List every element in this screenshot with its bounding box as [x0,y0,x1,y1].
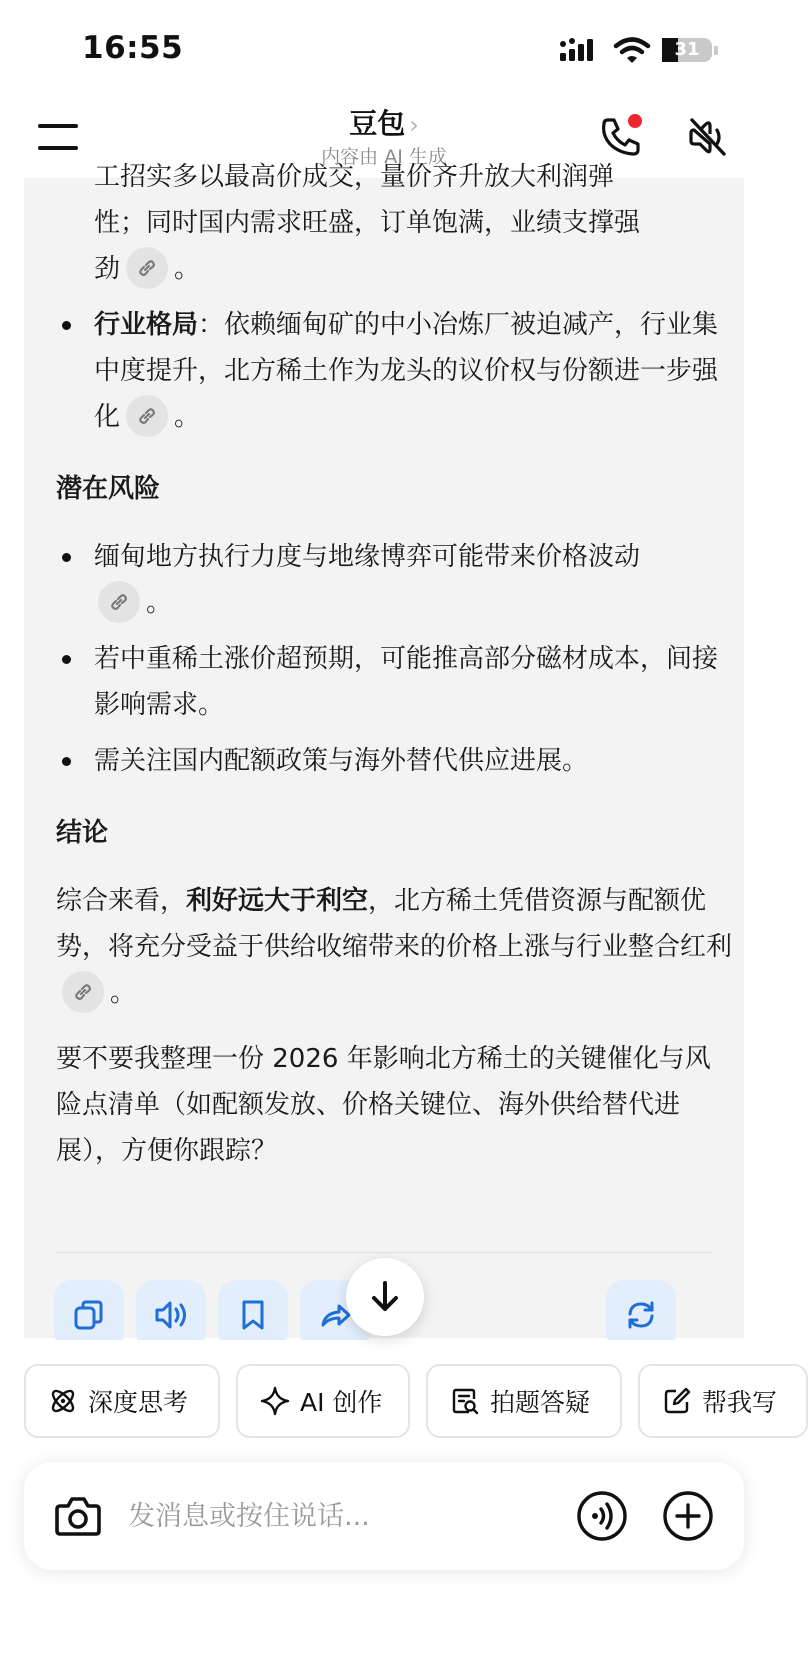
section-heading-risk: 潜在风险 [56,474,161,504]
divider [56,1252,712,1253]
edit-icon [662,1386,692,1416]
voice-input-icon[interactable] [576,1490,628,1542]
arrow-down-icon [369,1280,401,1314]
notification-dot [628,114,642,128]
followup-question: 要不要我整理一份 2026 年影响北方稀土的关键催化与风险点清单（如配额发放、价格关键位、海外供给替代进展），方便你跟踪？ [56,1044,711,1166]
wifi-icon [614,36,650,64]
chip-help-write[interactable] [638,1364,808,1438]
chip-deep-think[interactable] [24,1364,220,1438]
message-input-bar [24,1462,744,1570]
speaker-icon [153,1297,189,1333]
list-item [56,636,736,728]
scroll-to-bottom-button[interactable] [346,1258,424,1336]
risk-item-text: 若中重稀土涨价超预期，可能推高部分磁材成本，间接影响需求。 [94,644,719,720]
source-link-icon[interactable] [62,971,104,1013]
analysis-list [56,154,736,440]
list-item: 缅甸地方执行力度与地缘博弈可能带来价格波动 。 [56,534,736,626]
skill-chips-bar [0,1340,778,1436]
conclusion-paragraph: 综合来看，利好远大于利空，北方稀土凭借资源与配额优势，将充分受益于供给收缩带来的价格上涨与行业整合红利 。 [56,878,736,1016]
conclusion-emphasis: 利好远大于利空 [186,886,369,916]
copy-icon [71,1297,107,1333]
chip-photo-answer[interactable] [426,1364,622,1438]
list-item-text-line: 性；同时国内需求旺盛，订单饱满，业绩支撑强 [94,208,641,238]
battery-tip [714,46,718,55]
list-item [56,738,736,784]
source-link-icon[interactable] [126,247,168,289]
list-item-text-line: 劲 。 [94,246,736,292]
message-content [56,154,736,1194]
list-item: 行业格局：依赖缅甸矿的中小冶炼厂被迫减产，行业集中度提升，北方稀土作为龙头的议价权与份额进一步强化 。 [56,302,736,440]
add-attachment-icon[interactable] [662,1490,714,1542]
chat-title[interactable] [0,102,768,142]
chip-label: AI 创作 [300,1388,383,1417]
chevron-right-icon: › [409,111,419,139]
list-item-text: ：依赖缅甸矿的中小冶炼厂被迫减产，行业集中度提升，北方稀土作为龙头的议价权与份额进一步强化 [94,310,719,432]
risk-item-text: 缅甸地方执行力度与地缘博弈可能带来价格波动 [94,542,641,572]
chip-ai-create[interactable] [236,1364,410,1438]
risk-list [56,534,736,784]
ai-message-card [24,162,744,1338]
chip-label: 深度思考 [88,1388,189,1417]
status-bar [0,0,768,100]
list-item [56,154,736,292]
risk-item-text: 需关注国内配额政策与海外替代供应进展。 [94,746,589,776]
message-input[interactable] [128,1490,528,1542]
regenerate-icon [623,1297,659,1333]
camera-icon[interactable] [54,1494,102,1538]
battery-indicator [662,38,712,62]
source-link-icon[interactable] [126,395,168,437]
section-heading-conclusion: 结论 [56,818,109,848]
list-item-text-partial: 工招实多以最高价成交，量价齐升放大利润弹 [94,162,615,192]
source-link-icon[interactable] [98,581,140,623]
chip-label: 拍题答疑 [490,1388,591,1417]
status-time: 16:55 [82,30,184,66]
chat-title-text: 豆包 [349,107,406,140]
sparkle-icon [260,1386,290,1416]
ai-generated-note: 内容由 AI 生成 [321,146,447,168]
chip-label: 帮我写 [702,1388,778,1417]
photo-search-icon [450,1386,480,1416]
atom-icon [48,1386,78,1416]
list-item-label: 行业格局 [94,310,199,340]
battery-percent: 31 [674,39,700,60]
bookmark-icon [235,1297,271,1333]
cellular-signal-icon [560,38,600,64]
